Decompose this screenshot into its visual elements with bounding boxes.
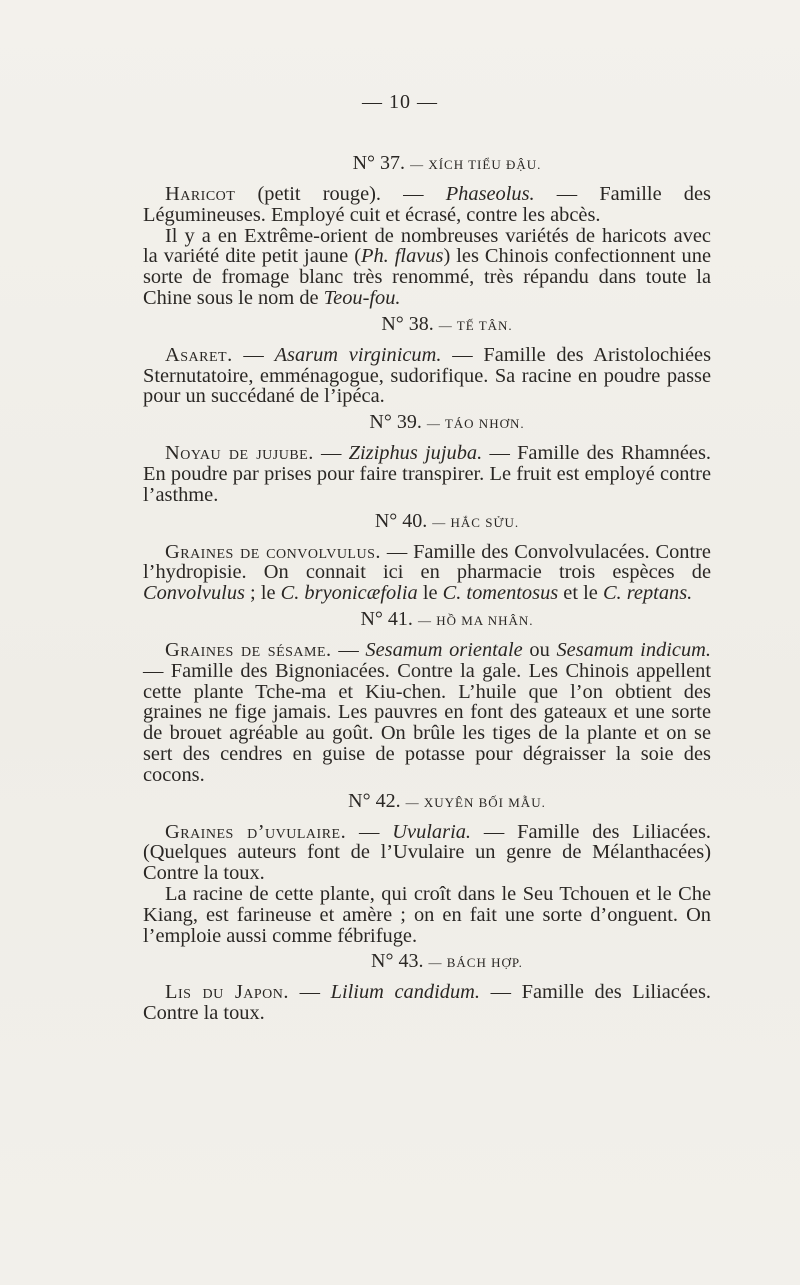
entry-paragraph (143, 640, 711, 786)
entry-paragraph (143, 822, 711, 884)
common-name: Graines de sésame. (165, 638, 332, 661)
text-run: — (313, 442, 349, 465)
text-run: — (232, 343, 275, 366)
latin-name: Convolvulus (143, 582, 245, 605)
latin-name: Ziziphus jujuba. (348, 442, 483, 465)
text-run: — (289, 981, 331, 1004)
text-run: — Famille des Convolvulacées. Contre l’hydropisie. On connait ici en pharmacie trois espèces de (143, 540, 711, 584)
text-run: — Famille des Aristolochiées Sternutatoire, emménagogue, sudorifique. Sa racine en poudre passe pour un succédané de l’ipéca. (143, 343, 712, 408)
entry-40 (143, 508, 711, 604)
entry-heading (143, 606, 711, 634)
entry-heading (143, 409, 711, 437)
entry-heading (143, 150, 711, 178)
latin-name: Teou-fou. (323, 286, 401, 309)
entry-heading (143, 311, 711, 339)
latin-name: Lilium candidum. (330, 981, 480, 1004)
vietnamese-name: — TÁO NHƠN. (426, 416, 525, 432)
vietnamese-name: — XÍCH TIỂU ĐẬU. (410, 157, 542, 172)
text-run: et le (558, 582, 603, 605)
text-run: ou (522, 638, 557, 661)
entry-number: N° 38. (381, 312, 434, 335)
entry-42 (143, 788, 711, 947)
entry-number: N° 40. (374, 509, 428, 532)
text-run: — Famille des Bignoniacées. Contre la gale. Les Chinois appellent cette plante Tche-ma et Kiu-chen. L’huile que l’on obtient des graines ne fige jamais. Les pauvres en font des gateaux et une sorte de brouet agréable au goût. On brûle les tiges de la plante et on se sert des cendres en guise de potasse pour dégraisser la soie des cocons. (143, 659, 711, 786)
text-run: (petit rouge). — (235, 183, 446, 205)
text-run: — Famille des Liliacées. Contre la toux. (143, 981, 711, 1025)
entry-heading (143, 788, 711, 816)
common-name: Asaret. (165, 343, 233, 366)
common-name: Graines de convolvulus. (165, 540, 381, 563)
text-run: ; le (244, 582, 281, 605)
latin-name: Sesamum orientale (365, 638, 523, 661)
entry-heading (143, 948, 711, 976)
entry-paragraph (143, 345, 711, 407)
latin-name: Ph. flavus (361, 245, 444, 268)
text-run: La racine de cette plante, qui croît dans le Seu Tchouen et le Che Kiang, est farineuse et amère ; on en fait une sorte d’onguent. On l’emploie aussi comme fébrifuge. (143, 882, 711, 947)
latin-name: C. bryonicæfolia (280, 582, 418, 605)
entry-paragraph (143, 884, 711, 946)
entry-number: N° 37. (352, 152, 406, 174)
entry-number: N° 43. (371, 950, 424, 973)
text-run: ) les Chinois confectionnent une sorte de fromage blanc très renommé, très répandu dans toute la Chine sous le nom de (143, 245, 711, 309)
vietnamese-name: — TẾ TÂN. (438, 317, 513, 333)
entry-paragraph (143, 443, 711, 505)
entry-number: N° 41. (360, 607, 413, 630)
latin-name: C. reptans. (602, 582, 693, 605)
entry-41 (143, 606, 711, 786)
latin-name: Sesamum indicum. (556, 638, 711, 661)
vietnamese-name: — XUYÊN BỐI MẪU. (405, 794, 546, 810)
vietnamese-name: — HỒ MA NHÂN. (417, 612, 534, 628)
vietnamese-name: — HẮC SỬU. (432, 514, 520, 530)
vietnamese-name: — BÁCH HỢP. (428, 955, 523, 971)
text-run: — Famille des Rhamnées. En poudre par prises pour faire transpirer. Le fruit est employé contre l’asthme. (143, 442, 712, 506)
latin-name: Phaseolus. (445, 183, 535, 205)
entry-paragraph (143, 982, 711, 1024)
latin-name: Uvularia. (392, 820, 472, 843)
text-column (143, 148, 711, 1024)
text-run: — Famille des Liliacées. (Quelques auteurs font de l’Uvulaire un genre de Mélanthacées) Contre la toux. (143, 820, 711, 885)
text-run: — Famille des Légumineuses. Employé cuit et écrasé, contre les abcès. (143, 183, 711, 226)
common-name: Lis du Japon. (165, 981, 289, 1004)
entry-paragraph (143, 184, 711, 226)
entry-37 (143, 150, 711, 309)
entry-38 (143, 311, 711, 407)
text-run: le (417, 582, 443, 605)
entry-39 (143, 409, 711, 505)
latin-name: Asarum virginicum. (274, 343, 442, 366)
entry-number: N° 42. (348, 789, 401, 812)
common-name: Haricot (165, 183, 236, 205)
text-run: — (331, 638, 366, 661)
entry-43 (143, 948, 711, 1024)
page-number: — 10 — (362, 91, 438, 113)
entry-number: N° 39. (369, 411, 422, 434)
text-run: Il y a en Extrême-orient de nombreuses variétés de haricots avec la variété dite petit jaune ( (143, 224, 711, 268)
latin-name: C. tomentosus (442, 582, 559, 605)
entry-paragraph (143, 542, 711, 604)
entry-heading (143, 508, 711, 536)
entry-paragraph (143, 226, 711, 309)
common-name: Noyau de jujube. (165, 442, 314, 465)
text-run: — (346, 820, 393, 843)
common-name: Graines d’uvulaire. (165, 820, 347, 843)
